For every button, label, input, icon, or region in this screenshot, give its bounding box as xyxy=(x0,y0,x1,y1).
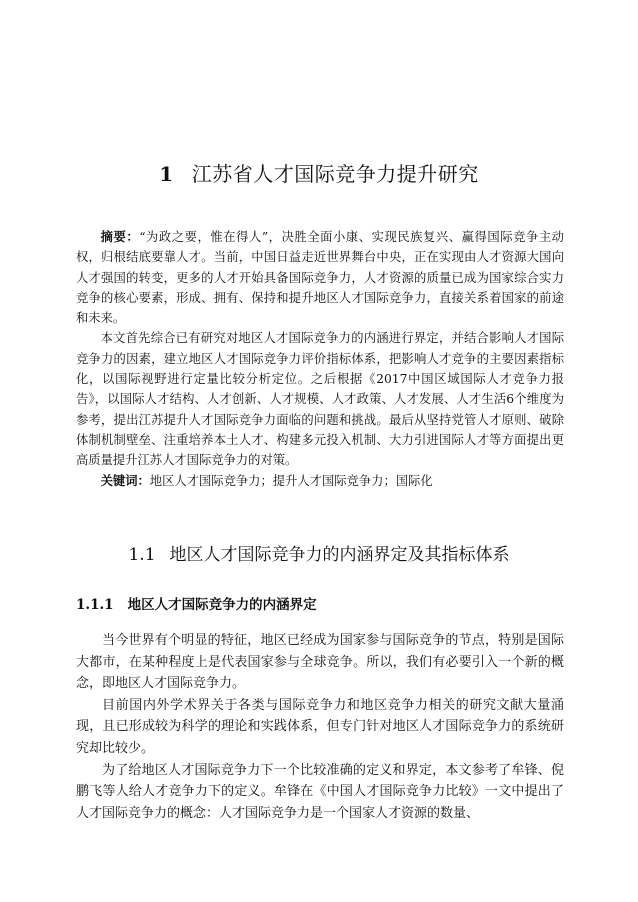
chapter-number: 1 xyxy=(159,162,174,186)
subsection-number: 1.1.1 xyxy=(76,597,114,613)
abstract-label: 摘要： xyxy=(100,230,140,244)
subsection-title-text: 地区人才国际竞争力的内涵界定 xyxy=(127,597,317,613)
keywords-text: 地区人才国际竞争力；提升人才国际竞争力；国际化 xyxy=(149,473,433,488)
abstract-text: “为政之要，惟在得人”，决胜全面小康、实现民族复兴、赢得国际竞争主动权，归根结底要靠人才。当前，中国日益走近世界舞台中央，正在实现由人才资源大国向人才强国的转变，更多的人才开始具备国际竞争力，人才资源的质量已成为国家综合实力竞争的核心要素，形成、拥有、保持和提升地区人才国际竞争力，直接关系着国家的前途和未来。 xyxy=(76,230,564,326)
body-paragraph: 目前国内外学术界关于各类与国际竞争力和地区竞争力相关的研究文献大量涌现，且已形成较为科学的理论和实践体系，但专门针对地区人才国际竞争力的系统研究却比较少。 xyxy=(76,697,564,756)
subsection-title xyxy=(76,593,317,613)
body-text xyxy=(76,630,564,824)
body-paragraph: 为了给地区人才国际竞争力下一个比较准确的定义和界定，本文参考了牟锋、倪鹏飞等人给人才竞争力下的定义。牟锋在《中国人才国际竞争力比较》一文中提出了人才国际竞争力的概念：人才国际竞争力是一个国家人才资源的数量、 xyxy=(76,762,564,821)
abstract xyxy=(76,227,564,491)
section-title-text: 地区人才国际竞争力的内涵界定及其指标体系 xyxy=(169,545,510,565)
abstract-paragraph: 本文首先综合已有研究对地区人才国际竞争力的内涵进行界定，并结合影响人才国际竞争力的因素，建立地区人才国际竞争力评价指标体系，把影响人才竞争的主要因素指标化，以国际视野进行定量比较分析定位。之后根据《2017中国区域国际人才竞争力报告》，以国际人才结构、人才创新、人才规模、人才政策、人才发展、人才生活6个维度为参考，提出江苏提升人才国际竞争力面临的问题和挑战。最后从坚持党管人才原则、破除体制机制壁垒、注重培养本土人才、构建多元投入机制、大力引进国际人才等方面提出更高质量提升江苏人才国际竞争力的对策。 xyxy=(76,331,564,468)
keywords-label: 关键词： xyxy=(100,473,150,488)
section-number: 1.1 xyxy=(128,545,156,565)
section-title xyxy=(0,540,638,565)
chapter-title xyxy=(0,158,638,187)
abstract-paragraph xyxy=(76,227,564,328)
body-paragraph: 当今世界有个明显的特征，地区已经成为国家参与国际竞争的节点，特别是国际大都市，在某种程度上是代表国家参与全球竞争。所以，我们有必要引入一个新的概念，即地区人才国际竞争力。 xyxy=(76,633,564,692)
keywords-line xyxy=(76,471,564,491)
chapter-title-text: 江苏省人才国际竞争力提升研究 xyxy=(191,162,479,186)
